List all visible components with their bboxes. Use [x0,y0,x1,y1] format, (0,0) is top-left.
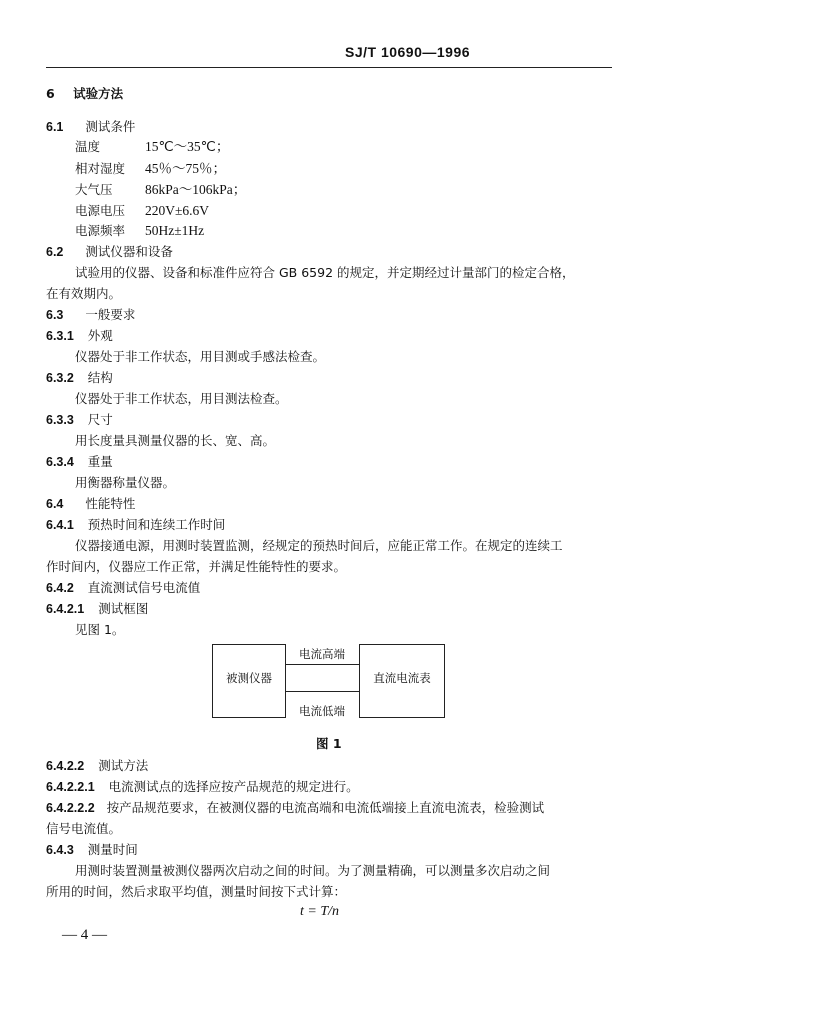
section-6-4-2-heading [46,580,200,596]
section-title: 测试仪器和设备 [85,244,173,259]
condition-label: 大气压 [75,182,113,197]
condition-row-humidity [75,161,226,177]
paragraph-line: 仪器处于非工作状态，用目测或手感法检查。 [75,349,326,364]
condition-value: 50Hz±1Hz [145,223,205,238]
section-number: 6.4 [46,497,64,511]
section-title: 尺寸 [87,412,113,427]
section-number: 6.3.1 [46,329,74,343]
section-6-2-heading [46,244,173,260]
paragraph-line: 所用的时间，然后求取平均值，测量时间按下式计算： [46,884,347,899]
section-6-4-2-1-heading [46,601,148,617]
section-number: 6.3.4 [46,455,74,469]
section-number: 6.4.2 [46,581,74,595]
section-6-3-heading [46,307,135,323]
section-number: 6.2 [46,245,64,259]
section-title: 一般要求 [85,307,136,322]
high-terminal-wire [285,664,359,665]
condition-value: 45％～75％； [145,161,226,176]
section-6-4-2-2-heading [46,758,148,774]
section-6-4-2-2-2 [46,800,544,816]
paragraph-line: 电流测试点的选择应按产品规范的规定进行。 [108,779,359,794]
section-title: 测量时间 [87,842,138,857]
section-number: 6.1 [46,120,64,134]
paragraph-line: 按产品规范要求，在被测仪器的电流高端和电流低端接上直流电流表，检验测试 [106,800,545,815]
section-6-3-2-heading [46,370,113,386]
condition-row-voltage [75,203,209,219]
section-number: 6.4.2.2 [46,759,85,773]
condition-row-temperature [75,139,229,155]
condition-label: 温度 [75,139,101,154]
section-title: 预热时间和连续工作时间 [87,517,226,532]
time-formula: t = T/n [300,904,340,919]
section-number: 6.3.3 [46,413,74,427]
paragraph-line: 用长度量具测量仪器的长、宽、高。 [75,433,276,448]
section-title: 性能特性 [85,496,136,511]
section-number: 6 [46,86,55,101]
high-terminal-label: 电流高端 [299,647,345,661]
condition-row-pressure [75,182,246,198]
section-6-4-heading [46,496,135,512]
header-rule [46,67,612,68]
paragraph-line: 在有效期内。 [46,286,122,301]
section-title: 测试条件 [85,119,136,134]
paragraph-line: 试验用的仪器、设备和标准件应符合 GB 6592 的规定，并定期经过计量部门的检定合格， [75,265,575,280]
condition-label: 电源频率 [75,223,126,238]
section-number: 6.4.2.2.2 [46,801,95,815]
section-number: 6.4.3 [46,843,74,857]
section-title: 直流测试信号电流值 [87,580,201,595]
condition-row-frequency [75,223,204,239]
section-number: 6.3.2 [46,371,74,385]
section-6-1-heading [46,119,135,135]
low-terminal-label: 电流低端 [299,704,345,718]
condition-value: 220V±6.6V [145,203,210,218]
condition-value: 15℃～35℃； [145,139,230,154]
page-number: — 4 — [62,927,107,943]
section-6-4-1-heading [46,517,225,533]
paragraph-line: 信号电流值。 [46,821,122,836]
section-6-3-1-heading [46,328,113,344]
section-title: 试验方法 [73,86,124,101]
paragraph-line: 仪器接通电源，用测时装置监测，经规定的预热时间后，应能正常工作。在规定的连续工 [75,538,563,553]
section-title: 测试方法 [98,758,149,773]
figure-caption: 图 1 [316,736,342,751]
section-number: 6.4.1 [46,518,74,532]
dc-ammeter-label: 直流电流表 [373,671,431,685]
section-number: 6.4.2.1 [46,602,85,616]
document-code-header: SJ/T 10690—1996 [344,44,471,60]
section-6-4-3-heading [46,842,138,858]
section-6-4-2-2-1 [46,779,359,795]
condition-value: 86kPa～106kPa； [145,182,247,197]
paragraph-line: 仪器处于非工作状态，用目测法检查。 [75,391,288,406]
section-6-heading [46,86,123,102]
condition-label: 电源电压 [75,203,126,218]
section-title: 外观 [87,328,113,343]
low-terminal-wire [285,691,359,692]
section-number: 6.3 [46,308,64,322]
section-number: 6.4.2.2.1 [46,780,95,794]
paragraph-line: 用衡器称量仪器。 [75,475,176,490]
section-title: 重量 [87,454,113,469]
paragraph-line: 见图 1。 [75,622,125,637]
condition-label: 相对湿度 [75,161,126,176]
section-6-3-4-heading [46,454,113,470]
section-title: 结构 [87,370,113,385]
device-under-test-label: 被测仪器 [226,671,272,685]
section-6-3-3-heading [46,412,113,428]
section-title: 测试框图 [98,601,149,616]
paragraph-line: 用测时装置测量被测仪器两次启动之间的时间。为了测量精确，可以测量多次启动之间 [75,863,551,878]
paragraph-line: 作时间内，仪器应工作正常，并满足性能特性的要求。 [46,559,347,574]
